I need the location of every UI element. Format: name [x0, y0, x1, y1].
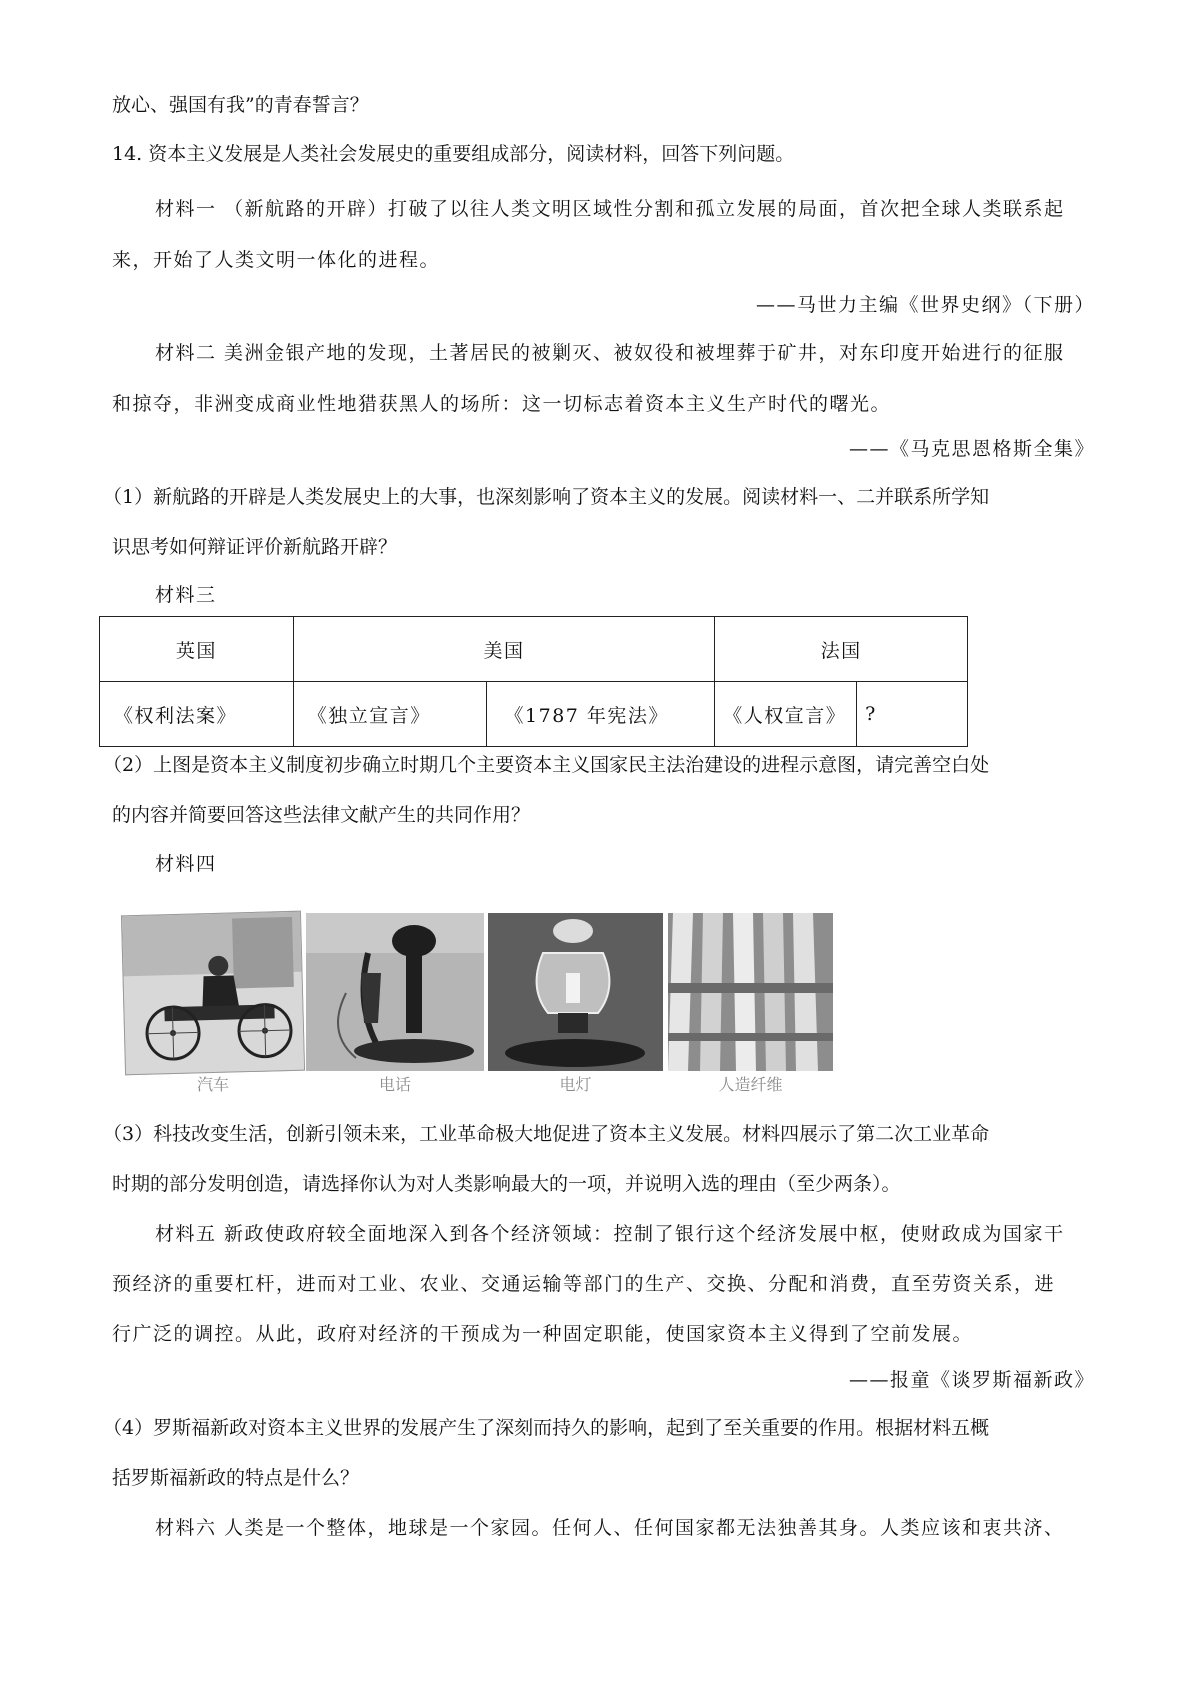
material-5-line: 预经济的重要杠杆，进而对工业、农业、交通运输等部门的生产、交换、分配和消费，直至劳资关系，进	[112, 1273, 1056, 1295]
header-england: 英国	[100, 617, 294, 682]
sub-question-2: （2）上图是资本主义制度初步确立时期几个主要资本主义国家民主法治建设的进程示意图，请完善空白处	[103, 754, 990, 776]
sub-question-3: （3）科技改变生活，创新引领未来，工业革命极大地促进了资本主义发展。材料四展示了第二次工业革命	[103, 1123, 990, 1145]
fiber-photo-icon	[668, 913, 833, 1071]
text-line: 放心、强国有我”的青春誓言？	[112, 94, 369, 116]
photo-caption: 电灯	[559, 1075, 592, 1094]
photo-caption: 人造纤维	[718, 1075, 783, 1094]
lightbulb-photo-icon	[488, 913, 663, 1071]
material-5-line: 行广泛的调控。从此，政府对经济的干预成为一种固定职能，使国家资本主义得到了空前发展。	[112, 1323, 974, 1345]
photo-lightbulb	[488, 913, 663, 1095]
question-14: 14. 资本主义发展是人类社会发展史的重要组成部分，阅读材料，回答下列问题。	[112, 143, 795, 165]
material-6-line: 材料六 人类是一个整体，地球是一个家园。任何人、任何国家都无法独善其身。人类应该和衷共济、	[155, 1517, 1065, 1539]
material-5-source: ——报童《谈罗斯福新政》	[848, 1369, 1095, 1391]
cell-1787-constitution: 《1787 年宪法》	[486, 682, 715, 747]
material-1-line: 材料一 （新航路的开辟）打破了以往人类文明区域性分割和孤立发展的局面，首次把全球人类联系起	[155, 198, 1065, 220]
material-2-line: 材料二 美洲金银产地的发现，土著居民的被剿灭、被奴役和被埋葬于矿井，对东印度开始进行的征服	[155, 342, 1065, 364]
photo-car	[123, 913, 303, 1095]
sub-question-2: 的内容并简要回答这些法律文献产生的共同作用？	[112, 804, 531, 826]
material-2-source: ——《马克思恩格斯全集》	[848, 438, 1095, 460]
sub-question-3: 时期的部分发明创造，请选择你认为对人类影响最大的一项，并说明入选的理由（至少两条）。	[112, 1173, 901, 1195]
material-1-source: ——马世力主编《世界史纲》（下册）	[755, 294, 1095, 316]
material-2-line: 和掠夺，非洲变成商业性地猎获黑人的场所：这一切标志着资本主义生产时代的曙光。	[112, 393, 892, 415]
material-3-table	[99, 616, 968, 747]
material-5-line: 材料五 新政使政府较全面地深入到各个经济领域：控制了银行这个经济发展中枢，使财政成为国家干	[155, 1223, 1065, 1245]
material-1-line: 来，开始了人类文明一体化的进程。	[112, 249, 441, 271]
photo-caption: 汽车	[196, 1075, 229, 1094]
cell-blank: ?	[857, 682, 968, 747]
header-usa: 美国	[293, 617, 715, 682]
material-4-photos	[123, 913, 913, 1095]
header-france: 法国	[715, 617, 968, 682]
material-4-label: 材料四	[155, 853, 217, 875]
sub-question-4: 括罗斯福新政的特点是什么？	[112, 1467, 360, 1489]
cell-declaration-of-rights: 《人权宣言》	[715, 682, 857, 747]
sub-question-1: 识思考如何辩证评价新航路开辟？	[112, 536, 398, 558]
car-photo-icon	[121, 911, 305, 1076]
photo-telephone	[306, 913, 484, 1095]
cell-bill-of-rights: 《权利法案》	[100, 682, 294, 747]
sub-question-1: （1）新航路的开辟是人类发展史上的大事，也深刻影响了资本主义的发展。阅读材料一、二并联系所学知	[103, 486, 990, 508]
photo-fiber	[668, 913, 833, 1095]
telephone-photo-icon	[306, 913, 484, 1071]
material-3-label: 材料三	[155, 584, 217, 606]
cell-declaration-of-independence: 《独立宣言》	[293, 682, 486, 747]
sub-question-4: （4）罗斯福新政对资本主义世界的发展产生了深刻而持久的影响，起到了至关重要的作用。根据材料五概	[103, 1417, 990, 1439]
photo-caption: 电话	[378, 1075, 411, 1094]
